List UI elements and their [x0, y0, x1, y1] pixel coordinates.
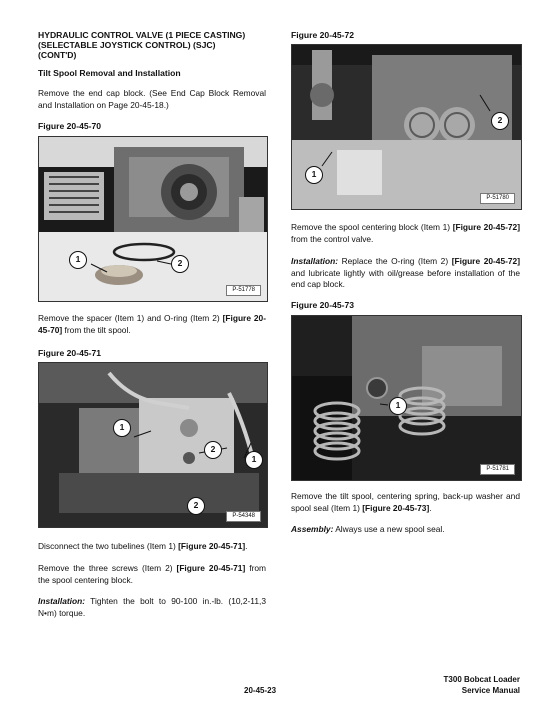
figure-71-photo: [38, 362, 268, 528]
figure-70-callout-1: 1: [69, 251, 87, 269]
figure-71-ref-b: [Figure 20-45-71]: [176, 563, 246, 573]
figure-70-photo: [38, 136, 268, 302]
figure-70-ref: [Figure 20-45-70]: [38, 313, 267, 335]
figure-70-photo-number: P-51778: [226, 285, 261, 296]
figure-71-callout-1b: 1: [245, 451, 263, 469]
figure-71-photo-number: P-54348: [226, 511, 261, 522]
heading-line-2: (SELECTABLE JOYSTICK CONTROL) (SJC): [38, 40, 216, 51]
figure-73-ref: [Figure 20-45-73]: [362, 502, 430, 513]
heading-line-3: (CONT'D): [38, 50, 77, 61]
figure-73-label: Figure 20-45-73: [291, 300, 355, 310]
footer-model: T300 Bobcat Loader: [443, 675, 520, 684]
oring-installation-paragraph: Installation: Replace the O-ring (Item 2) [Figure 20-45-72] and lubricate lightly with oil/grease before installation of the end cap block.: [291, 256, 521, 290]
assembly-paragraph: Assembly: Always use a new spool seal.: [291, 524, 445, 534]
screws-paragraph: Remove the three screws (Item 2) [Figure 20-45-71] from the spool centering block.: [38, 563, 266, 585]
figure-72-callout-2: 2: [491, 112, 509, 130]
figure-71-callout-1a: 1: [113, 419, 131, 437]
figure-72-callout-1: 1: [305, 166, 323, 184]
figure-72-photo-number: P-51780: [480, 193, 515, 204]
installation-torque-paragraph: Installation: Tighten the bolt to 90-100 in.-lb. (10,2-11,3 N•m) torque.: [38, 596, 266, 618]
installation-label: Installation:: [38, 596, 85, 606]
page-number: 20-45-23: [244, 686, 277, 695]
tubelines-paragraph: Disconnect the two tubelines (Item 1) [Figure 20-45-71].: [38, 541, 248, 551]
spacer-paragraph: Remove the spacer (Item 1) and O-ring (Item 2) [Figure 20-45-70] from the tilt spool.: [38, 313, 267, 335]
figure-72-photo: [291, 44, 522, 210]
figure-72-label: Figure 20-45-72: [291, 30, 355, 40]
footer-manual: Service Manual: [461, 686, 520, 695]
heading-line-1: HYDRAULIC CONTROL VALVE (1 PIECE CASTING): [38, 30, 246, 40]
figure-70-label: Figure 20-45-70: [38, 121, 102, 131]
figure-73-callout-1: 1: [389, 397, 407, 415]
figure-70-callout-2: 2: [171, 255, 189, 273]
figure-73-photo: [291, 315, 522, 481]
figure-71-ref-a: [Figure 20-45-71]: [178, 541, 246, 551]
installation-label-right: Installation:: [291, 256, 338, 266]
figure-72-ref-b: [Figure 20-45-72]: [451, 256, 521, 266]
figure-73-photo-number: P-51781: [480, 464, 515, 475]
assembly-label: Assembly:: [291, 524, 334, 534]
tilt-spool-paragraph: Remove the tilt spool, centering spring, back-up washer and spool seal (Item 1) [Figure 20-45-73].: [291, 491, 520, 513]
centering-block-paragraph: Remove the spool centering block (Item 1) [Figure 20-45-72] from the control valve.: [291, 222, 520, 244]
figure-72-ref-a: [Figure 20-45-72]: [452, 222, 520, 232]
figure-71-label: Figure 20-45-71: [38, 348, 102, 358]
figure-71-callout-2b: 2: [187, 497, 205, 515]
section-title: Tilt Spool Removal and Installation: [38, 68, 181, 78]
intro-paragraph: Remove the end cap block. (See End Cap Block Removal and Installation on Page 20-45-18.): [38, 88, 266, 110]
section-heading: [38, 30, 266, 61]
figure-71-callout-2a: 2: [204, 441, 222, 459]
